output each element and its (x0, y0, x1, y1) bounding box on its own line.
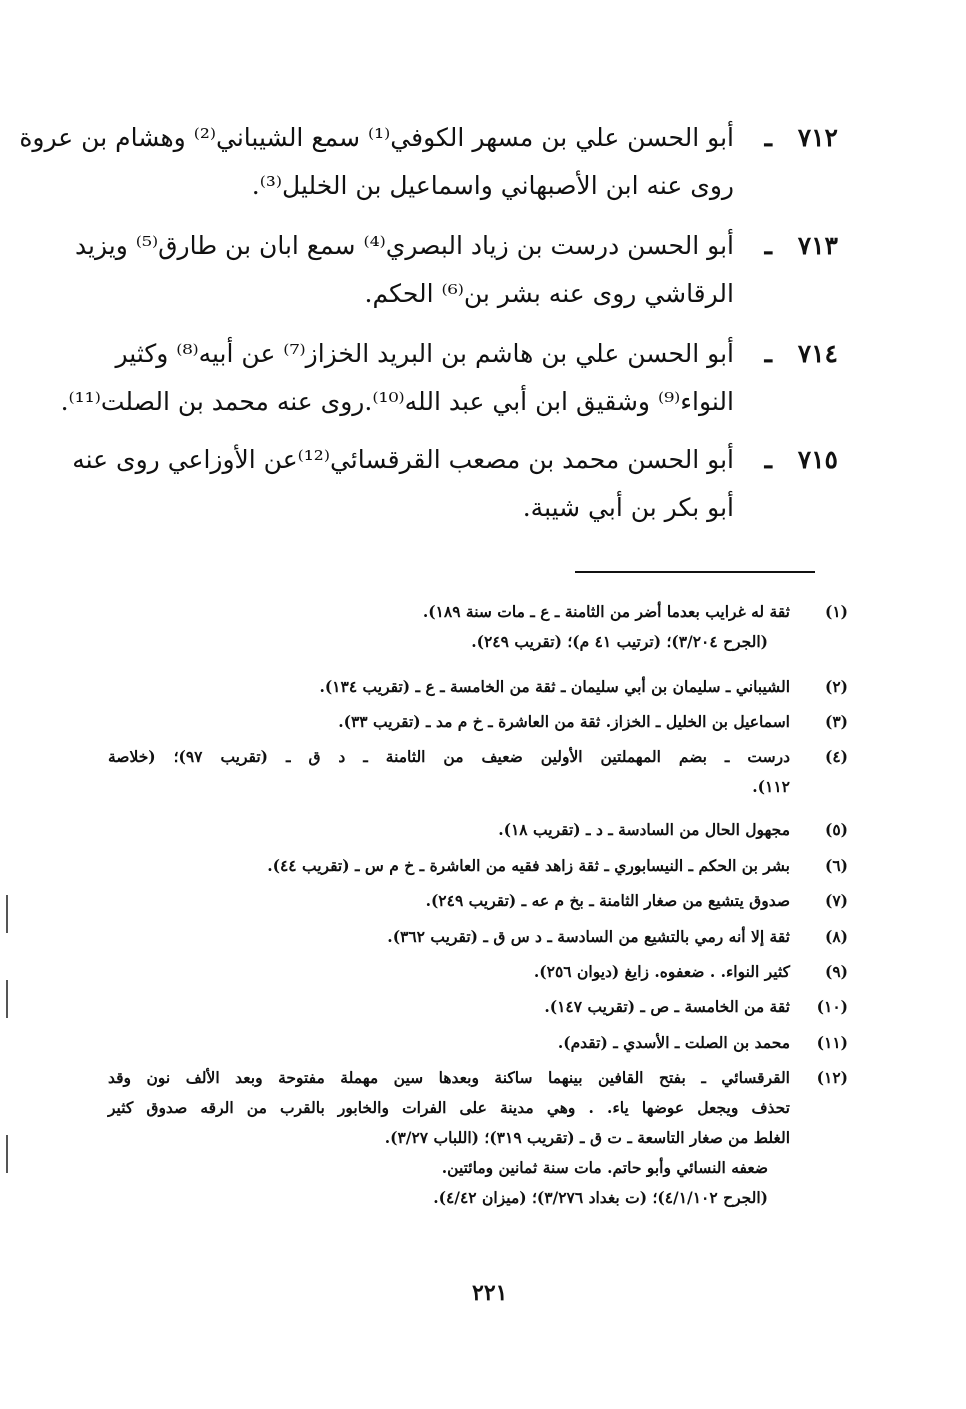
footnote-text: مجهول الحال من السادسة ـ د ـ (تقريب ١٨). (498, 820, 790, 839)
footnote-number: (٦) (824, 856, 848, 875)
footnote-text: درست ـ بضم المهملتين الأولين ضعيف من الثامنة ـ د ق ـ (تقريب ٩٧)؛ (خلاصة (108, 747, 790, 766)
entry-dash: ـ (764, 123, 772, 152)
footnote-number: (٩) (824, 962, 848, 981)
footnote-11 (108, 1028, 848, 1058)
footnote-number: (٨) (824, 927, 848, 946)
entry-number: ٧١٣ (797, 231, 838, 260)
entry-715 (72, 436, 838, 532)
footnote-indented-line: ضعفه النسائي وأبو حاتم. مات سنة ثمانين ومائتين. (441, 1158, 768, 1177)
entry-text-line2: الرقاشي روى عنه بشر بن⁽⁶⁾ الحكم. (364, 279, 734, 308)
footnote-continuation: (الجرح ٣/٢٠٤)؛ (ترتيب ٤١ م)؛ (تقريب ٢٤٩). (471, 632, 768, 651)
entry-text-line1: أبو الحسن علي بن مسهر الكوفي⁽¹⁾ سمع الشيباني⁽²⁾ وهشام بن عروة (19, 123, 734, 152)
entry-text-line1: أبو الحسن علي بن هاشم بن البريد الخزاز⁽⁷⁾ عن أبيه⁽⁸⁾ وكثير (115, 339, 734, 368)
footnote-7 (108, 886, 848, 916)
footnote-text: محمد بن الصلت ـ الأسدي ـ (تقدم). (557, 1033, 790, 1052)
footnote-text: ثقة إلا أنه رمي بالتشيع من السادسة ـ د س ق ـ (تقريب ٣٦٢). (387, 927, 790, 946)
scan-edge-mark (6, 895, 8, 933)
footnote-text: ثقة من الخامسة ـ ص ـ (تقريب ١٤٧). (544, 997, 790, 1016)
footnote-number: (٢) (824, 677, 848, 696)
footnote-continuation: ١١٢). (752, 777, 790, 796)
scan-edge-mark (6, 980, 8, 1018)
footnote-text: ثقة له غرايب بعدما أضر من الثامنة ـ ع ـ مات سنة ١٨٩). (422, 602, 790, 621)
footnote-number: (٧) (824, 891, 848, 910)
entry-text-line2: النواء⁽⁹⁾ وشقيق ابن أبي عبد الله⁽¹⁰⁾.روى عنه محمد بن الصلت⁽¹¹⁾. (60, 387, 734, 416)
entry-text-line1: أبو الحسن درست بن زياد البصري⁽⁴⁾ سمع ابان بن طارق⁽⁵⁾ ويزيد (74, 231, 734, 260)
entry-number: ٧١٤ (797, 339, 838, 368)
entry-dash: ـ (764, 445, 772, 474)
entry-712 (19, 114, 838, 210)
footnote-text: صدوق يتشيع من صغار الثامنة ـ بخ م عه ـ (تقريب ٢٤٩). (425, 891, 790, 910)
footnote-number: (١٢) (816, 1068, 848, 1087)
footnote-1 (108, 597, 848, 657)
footnote-indented-line: (الجرح ٤/١/١٠٢)؛ (ت بغداد ٣/٢٧٦)؛ (ميزان ٤/٤٢). (433, 1188, 768, 1207)
footnote-8 (108, 922, 848, 952)
footnote-text: اسماعيل بن الخليل ـ الخزاز. ثقة من العاشرة ـ خ م مد ـ (تقريب ٣٣). (338, 712, 790, 731)
entry-dash: ـ (764, 339, 772, 368)
footnote-4 (108, 742, 848, 802)
footnote-number: (٥) (824, 820, 848, 839)
footnote-6 (108, 851, 848, 881)
footnote-10 (108, 992, 848, 1022)
footnote-9 (108, 957, 848, 987)
footnote-separator (575, 571, 815, 573)
entry-text-line1: أبو الحسن محمد بن مصعب القرقسائي⁽¹²⁾عن الأوزاعي روى عنه (72, 445, 734, 474)
footnote-text: الشيباني ـ سليمان بن أبي سليمان ـ ثقة من الخامسة ـ ع ـ (تقريب ١٣٤). (319, 677, 790, 696)
footnote-2 (108, 672, 848, 702)
entry-dash: ـ (764, 231, 772, 260)
footnote-text: القرقسائي ـ بفتح القافين بينهما ساكنة وبعدها سين مهملة مفتوحة وبعد الألف نون وقد (108, 1068, 790, 1087)
entry-text-line2: أبو بكر بن أبي شيبة. (522, 493, 734, 522)
entry-text-line2: روى عنه ابن الأصبهاني واسماعيل بن الخليل⁽³⁾. (251, 171, 734, 200)
footnote-12 (108, 1063, 848, 1213)
entry-714 (60, 330, 838, 426)
scan-edge-mark (6, 1135, 8, 1173)
footnote-number: (١١) (816, 1033, 848, 1052)
footnote-3 (108, 707, 848, 737)
footnote-5 (108, 815, 848, 845)
footnote-continuation: تحذف ويجعل عوضها ياء. . وهي مدينة على الفرات والخابور بالقرب من الرقه صدوق كثير (108, 1098, 790, 1117)
entry-number: ٧١٢ (797, 123, 838, 152)
footnote-number: (١) (824, 602, 848, 621)
entry-number: ٧١٥ (797, 445, 838, 474)
entry-713 (74, 222, 838, 318)
footnote-text: بشر بن الحكم ـ النيسابوري ـ ثقة زاهد فقيه من العاشرة ـ خ م س ـ (تقريب ٤٤). (267, 856, 790, 875)
page-number: ٢٢١ (472, 1280, 508, 1306)
footnote-number: (١٠) (816, 997, 848, 1016)
footnote-number: (٤) (824, 747, 848, 766)
footnote-text: كثير النواء. . ضعفوه. زايغ (ديوان ٢٥٦). (533, 962, 790, 981)
footnote-number: (٣) (824, 712, 848, 731)
footnote-continuation: الغلط من صغار التاسعة ـ ت ق ـ (تقريب ٣١٩)؛ (اللباب ٣/٢٧). (384, 1128, 790, 1147)
